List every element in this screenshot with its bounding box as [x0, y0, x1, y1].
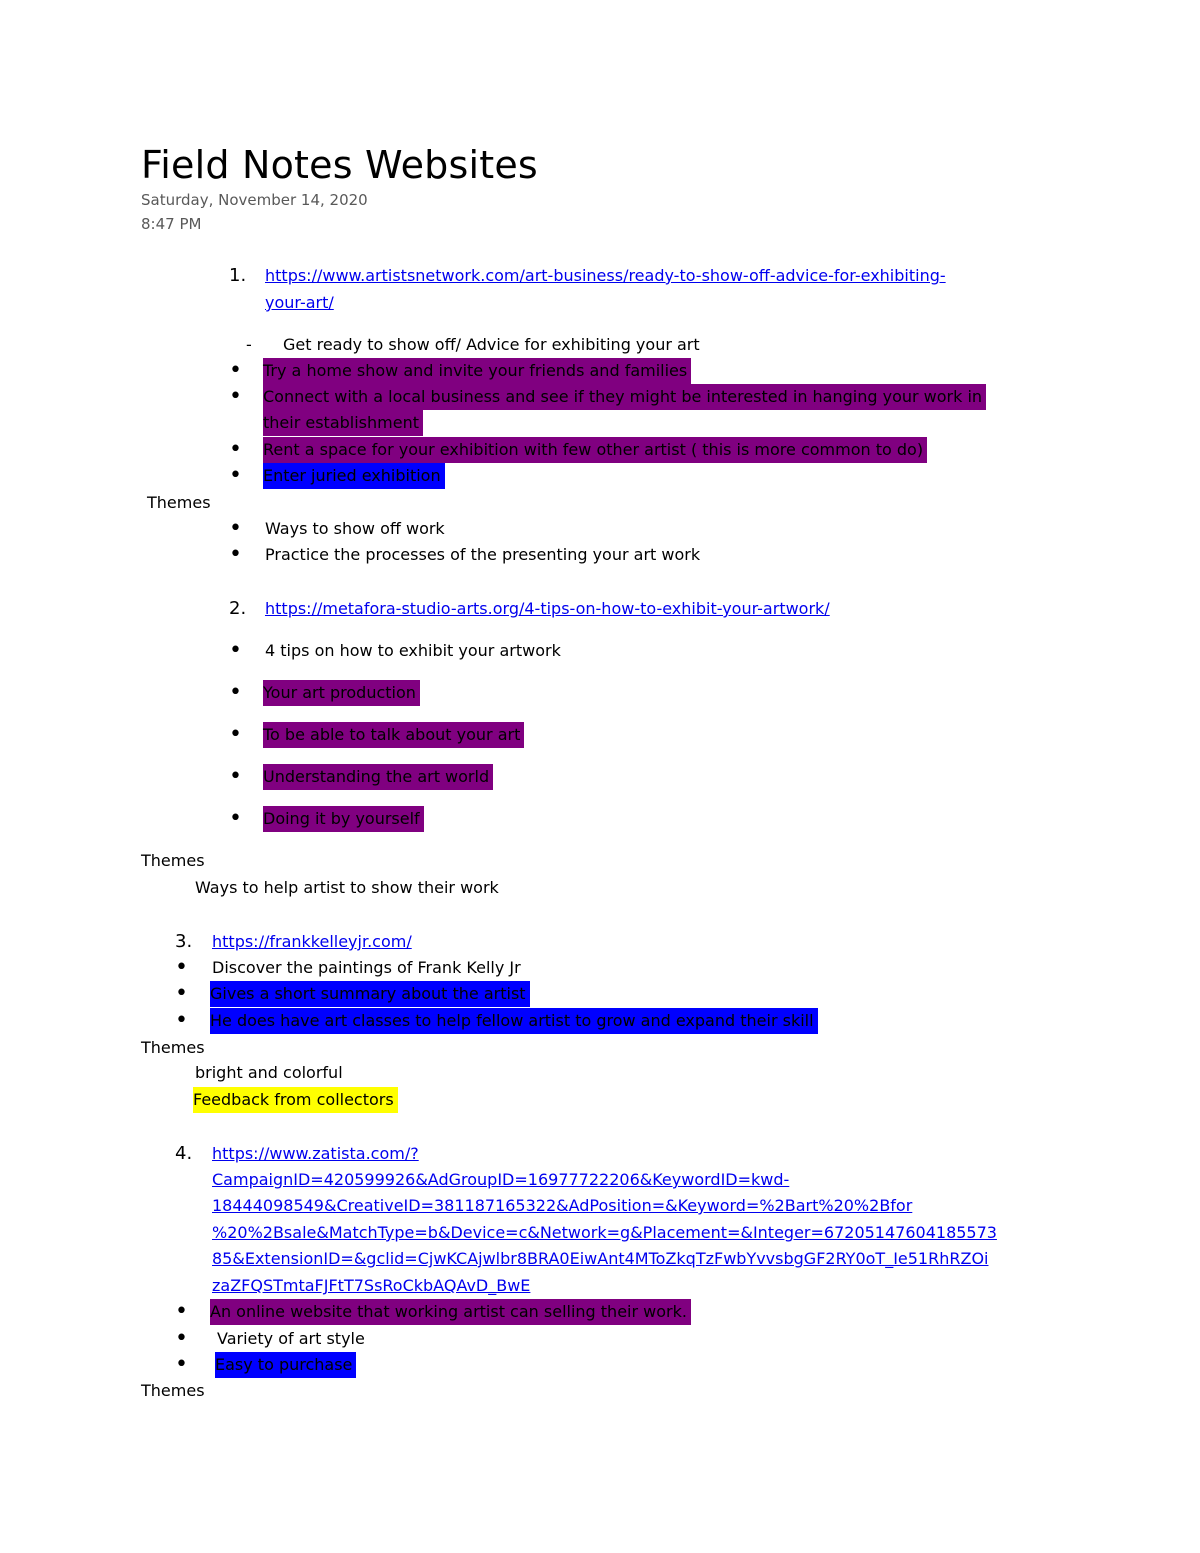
list-item: Enter juried exhibition [263, 463, 445, 489]
bullet: • [175, 1299, 188, 1324]
bullet: • [175, 1008, 188, 1033]
section-1-link-line[interactable]: https://www.artistsnetwork.com/art-business/ready-to-show-off-advice-for-exhibiting- [265, 266, 946, 285]
list-item: Connect with a local business and see if they might be interested in hanging your work in [263, 384, 986, 410]
page-time: 8:47 PM [141, 215, 202, 233]
bullet: • [229, 722, 242, 747]
bullet: • [229, 384, 242, 409]
themes-label: Themes [141, 1381, 205, 1400]
bullet: • [175, 981, 188, 1006]
section-4-link-line[interactable]: https://www.zatista.com/? [212, 1144, 419, 1163]
theme-item: Feedback from collectors [193, 1087, 398, 1113]
list-item: Gives a short summary about the artist [210, 981, 530, 1007]
themes-label: Themes [147, 493, 211, 512]
theme-item: Ways to help artist to show their work [195, 878, 499, 897]
theme-item: Practice the processes of the presenting your art work [265, 545, 701, 564]
bullet: • [229, 542, 242, 567]
list-item: Doing it by yourself [263, 806, 424, 832]
bullet: • [229, 516, 242, 541]
theme-item: Ways to show off work [265, 519, 445, 538]
list-item: An online website that working artist can selling their work. [210, 1299, 691, 1325]
list-item: Try a home show and invite your friends and families [263, 358, 691, 384]
list-item: Easy to purchase [215, 1352, 356, 1378]
list-number: 4. [175, 1143, 193, 1164]
list-item: Rent a space for your exhibition with few other artist ( this is more common to do) [263, 437, 927, 463]
section-1-subtitle: Get ready to show off/ Advice for exhibiting your art [283, 335, 700, 354]
section-4-link-line[interactable]: 85&ExtensionID=&gclid=CjwKCAjwlbr8BRA0EiwAnt4MToZkqTzFwbYvvsbgGF2RY0oT_Ie51RhRZOi [212, 1249, 989, 1268]
list-number: 1. [229, 265, 247, 286]
list-number: 3. [175, 931, 193, 952]
section-4-link-line[interactable]: %20%2Bsale&MatchType=b&Device=c&Network=g&Placement=&Integer=67205147604185573 [212, 1223, 997, 1242]
bullet: • [175, 955, 188, 980]
bullet: • [175, 1326, 188, 1351]
section-4-link-line[interactable]: CampaignID=420599926&AdGroupID=16977722206&KeywordID=kwd- [212, 1170, 790, 1189]
list-item: Understanding the art world [263, 764, 493, 790]
bullet: • [229, 358, 242, 383]
list-number: 2. [229, 598, 247, 619]
list-item: To be able to talk about your art [263, 722, 524, 748]
section-2-subtitle: 4 tips on how to exhibit your artwork [265, 641, 561, 660]
section-4-link-line[interactable]: 18444098549&CreativeID=381187165322&AdPosition=&Keyword=%2Bart%20%2Bfor [212, 1196, 913, 1215]
bullet: • [229, 806, 242, 831]
section-2-link[interactable]: https://metafora-studio-arts.org/4-tips-on-how-to-exhibit-your-artwork/ [265, 599, 830, 618]
bullet: • [229, 638, 242, 663]
page-date: Saturday, November 14, 2020 [141, 191, 368, 209]
dash-marker: - [246, 335, 252, 354]
list-item: Variety of art style [217, 1329, 365, 1348]
bullet: • [229, 463, 242, 488]
theme-item: bright and colorful [195, 1063, 343, 1082]
section-3-link[interactable]: https://frankkelleyjr.com/ [212, 932, 412, 951]
list-item: Discover the paintings of Frank Kelly Jr [212, 958, 521, 977]
bullet: • [229, 764, 242, 789]
bullet: • [229, 680, 242, 705]
list-item-continuation: their establishment [263, 410, 423, 436]
section-1-link-line[interactable]: your-art/ [265, 293, 334, 312]
themes-label: Themes [141, 1038, 205, 1057]
themes-label: Themes [141, 851, 205, 870]
bullet: • [175, 1352, 188, 1377]
list-item: Your art production [263, 680, 420, 706]
list-item: He does have art classes to help fellow artist to grow and expand their skill [210, 1008, 818, 1034]
section-4-link-line[interactable]: zaZFQSTmtaFJFtT7SsRoCkbAQAvD_BwE [212, 1276, 531, 1295]
bullet: • [229, 437, 242, 462]
page-title: Field Notes Websites [141, 143, 538, 187]
